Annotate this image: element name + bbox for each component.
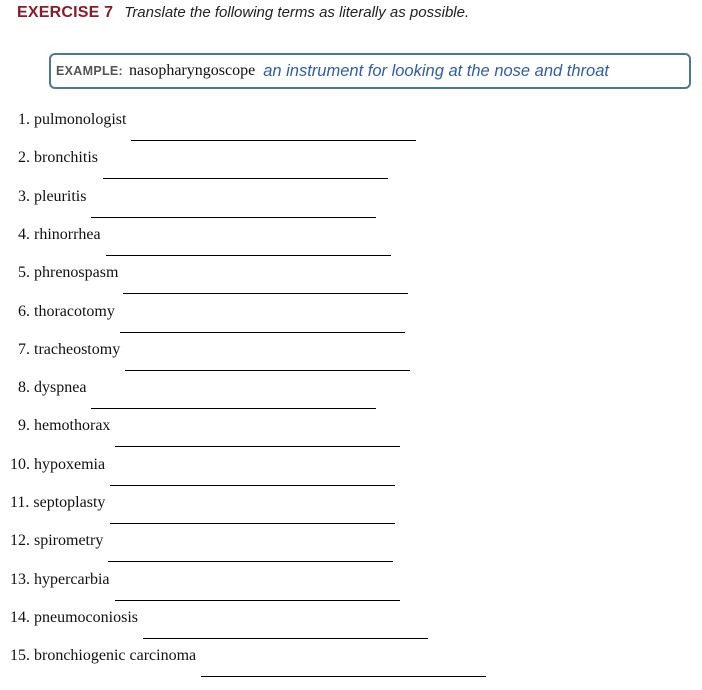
list-item-term: 4. rhinorrhea (18, 225, 101, 243)
list-item-term: 14. pneumoconiosis (10, 608, 138, 626)
example-answer: an instrument for looking at the nose and throat (263, 61, 609, 80)
exercise-instruction: Translate the following terms as literally as possible. (124, 4, 470, 21)
answer-line[interactable] (201, 676, 486, 677)
answer-line[interactable] (115, 446, 400, 447)
list-item-term: 5. phrenospasm (18, 264, 119, 282)
answer-line[interactable] (143, 638, 428, 639)
answer-line[interactable] (123, 293, 408, 294)
answer-line[interactable] (103, 178, 388, 179)
list-item-term: 1. pulmonologist (18, 111, 127, 128)
answer-line[interactable] (131, 140, 416, 141)
list-item-term: 2. bronchitis (18, 149, 98, 167)
answer-line[interactable] (115, 600, 400, 601)
list-item-term: 3. pleuritis (18, 187, 87, 205)
list-item-term: 15. bronchiogenic carcinoma (10, 647, 197, 665)
list-item-term: 8. dyspnea (18, 379, 87, 397)
list-item-term: 13. hypercarbia (10, 570, 110, 588)
answer-line[interactable] (108, 561, 393, 562)
exercise-header (17, 4, 469, 28)
example-tag: EXAMPLE: (56, 64, 123, 78)
list-item-term: 7. tracheostomy (18, 340, 121, 358)
example-box (49, 53, 691, 89)
list-item-term: 12. spirometry (10, 532, 104, 550)
list-item-term: 11. septoplasty (10, 494, 106, 511)
example-term: nasopharyngoscope (129, 62, 256, 79)
answer-line[interactable] (91, 217, 376, 218)
answer-line[interactable] (110, 485, 395, 486)
answer-line[interactable] (106, 255, 391, 256)
exercise-label: EXERCISE 7 (17, 4, 114, 21)
list-item-term: 9. hemothorax (18, 417, 111, 435)
list-item-term: 10. hypoxemia (10, 455, 106, 473)
answer-line[interactable] (110, 523, 395, 524)
answer-line[interactable] (120, 332, 405, 333)
list-item-term: 6. thoracotomy (18, 302, 115, 320)
answer-line[interactable] (125, 370, 410, 371)
answer-line[interactable] (91, 408, 376, 409)
